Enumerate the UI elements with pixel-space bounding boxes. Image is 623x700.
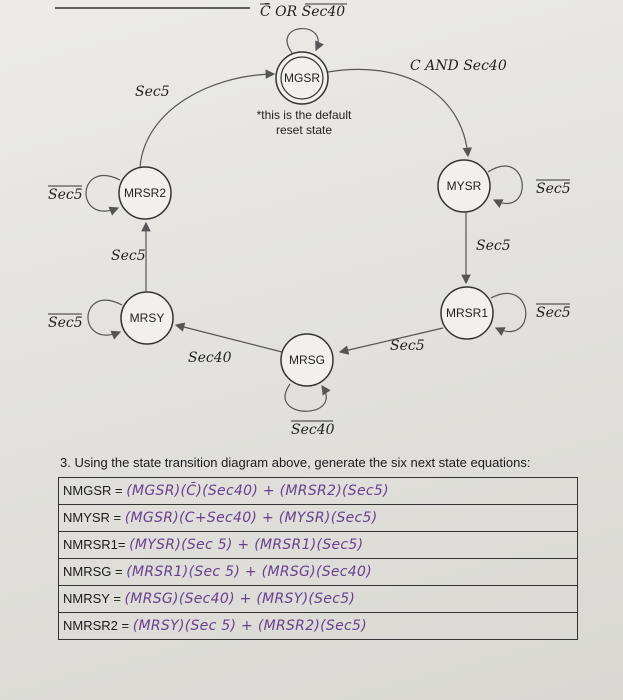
edge-label-mrsr1-to-mrsg: Sec5: [390, 338, 425, 354]
question-text: 3. Using the state transition diagram above, generate the six next state equations:: [60, 455, 531, 470]
edge-label-mrsg-self: Sec40: [291, 422, 335, 438]
default-note-line2: reset state: [275, 123, 333, 137]
edge-mysr-self: [488, 166, 522, 203]
equation-label: NMGSR =: [63, 483, 123, 498]
state-mrsg: [281, 334, 333, 386]
edge-label-mrsy-self: Sec5: [48, 315, 83, 331]
equation-label: NMRSG =: [63, 564, 123, 579]
edge-mrsg-to-mrsy: [176, 325, 282, 352]
edge-label-mrsr2-to-mgsr: Sec5: [135, 84, 170, 100]
equation-row: [59, 613, 578, 640]
state-mrsr2: [119, 167, 171, 219]
equation-row: [59, 559, 578, 586]
equation-cell: [59, 478, 578, 505]
state-mgsr: [276, 52, 328, 104]
equation-row: [59, 478, 578, 505]
equation-cell: [59, 532, 578, 559]
equation-answer: (MYSR)(Sec 5) + (MRSR1)(Sec5): [129, 537, 364, 553]
equation-cell: [59, 559, 578, 586]
edge-label-mrsg-to-mrsy: Sec40: [188, 350, 232, 366]
state-label-mrsr1: MRSR1: [445, 306, 489, 320]
state-mrsy: [121, 292, 173, 344]
equation-row: [59, 532, 578, 559]
equation-answer: (MRSG)(Sec40) + (MRSY)(Sec5): [124, 591, 356, 607]
equation-row: [59, 586, 578, 613]
edge-label-mrsr2-self: Sec5: [48, 187, 83, 203]
edge-label-mgsr-to-mysr: C AND Sec40: [410, 58, 507, 74]
edge-mrsg-self: [285, 384, 326, 411]
edge-mrsr2-self: [86, 176, 120, 212]
state-label-mgsr: MGSR: [284, 71, 320, 85]
state-mrsr1: [441, 287, 493, 339]
equation-label: NMYSR =: [63, 510, 122, 525]
state-label-mrsy: MRSY: [129, 311, 165, 325]
equation-answer: (MRSR1)(Sec 5) + (MRSG)(Sec40): [126, 564, 372, 580]
edge-mrsr1-self: [491, 293, 526, 331]
equation-answer: (MGSR)(C̄)(Sec40) + (MRSR2)(Sec5): [126, 483, 389, 499]
equation-label: NMRSR1=: [63, 537, 126, 552]
state-mysr: [438, 160, 490, 212]
state-label-mysr: MYSR: [446, 179, 482, 193]
equation-row: [59, 505, 578, 532]
equation-answer: (MRSY)(Sec 5) + (MRSR2)(Sec5): [132, 618, 367, 634]
edge-label-mysr-to-mrsr1: Sec5: [476, 238, 511, 254]
state-label-mrsg: MRSG: [289, 353, 325, 367]
equation-answer: (MGSR)(C+Sec40) + (MYSR)(Sec5): [124, 510, 378, 526]
edge-mgsr-self: [287, 29, 318, 53]
equation-cell: [59, 613, 578, 640]
edge-label-mgsr-self: C̄ OR Sec40: [260, 4, 346, 20]
default-note-line1: *this is the default: [256, 108, 352, 122]
equation-label: NMRSR2 =: [63, 618, 130, 633]
edge-label-mrsy-to-mrsr2: Sec5: [111, 248, 146, 264]
state-label-mrsr2: MRSR2: [123, 186, 167, 200]
equation-cell: [59, 505, 578, 532]
equation-cell: [59, 586, 578, 613]
edge-label-mysr-self: Sec5: [536, 181, 571, 197]
edge-mrsy-self: [88, 300, 122, 335]
edge-label-mrsr1-self: Sec5: [536, 305, 571, 321]
equation-label: NMRSY =: [63, 591, 121, 606]
equations-table: [58, 477, 578, 640]
